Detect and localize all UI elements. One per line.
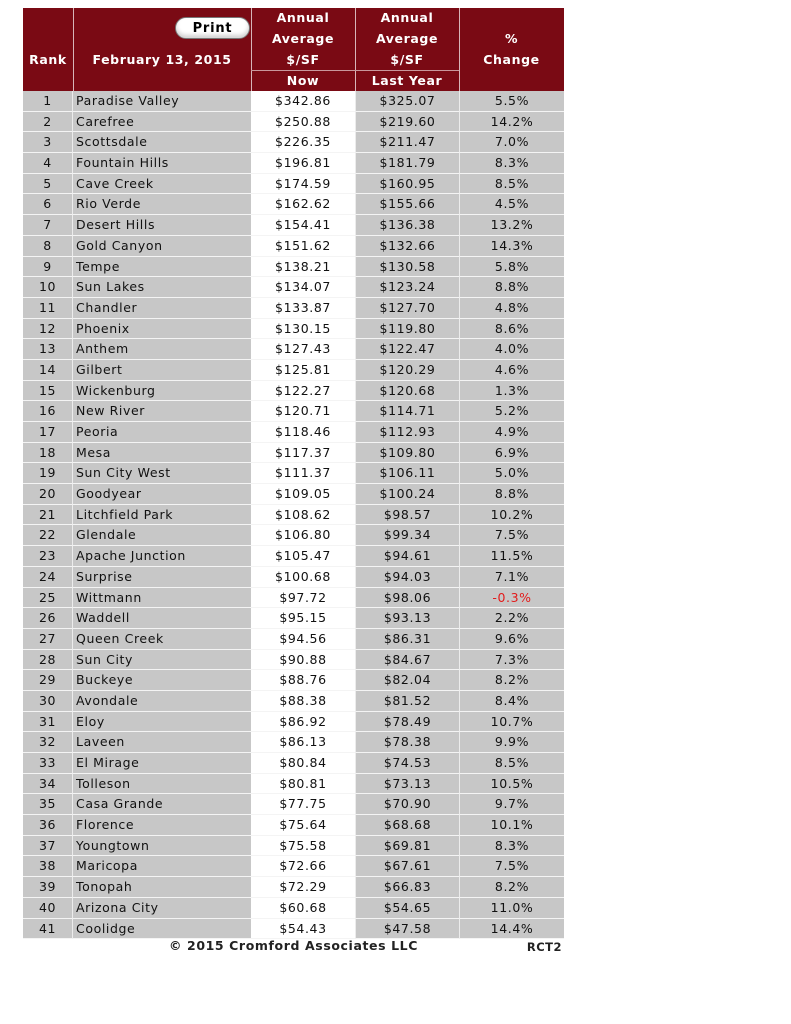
price-last-year-cell: $67.61 <box>355 856 459 877</box>
rank-cell: 18 <box>23 443 73 464</box>
percent-change-cell: 8.3% <box>459 153 564 174</box>
change-header-line: % <box>504 31 519 46</box>
price-last-year-cell: $68.68 <box>355 815 459 836</box>
table-row <box>23 815 564 836</box>
table-row <box>23 856 564 877</box>
table-row <box>23 381 564 402</box>
rank-cell: 22 <box>23 525 73 546</box>
table-row <box>23 732 564 753</box>
price-now-cell: $105.47 <box>251 546 355 567</box>
percent-change-cell: 5.0% <box>459 463 564 484</box>
rank-cell: 37 <box>23 836 73 857</box>
city-cell: Surprise <box>73 567 251 588</box>
change-header-line: Change <box>483 52 540 67</box>
price-last-year-cell: $181.79 <box>355 153 459 174</box>
price-last-year-cell: $74.53 <box>355 753 459 774</box>
percent-change-cell: 8.5% <box>459 174 564 195</box>
last-year-header-line: $/SF <box>390 52 424 67</box>
price-last-year-cell: $325.07 <box>355 91 459 112</box>
rank-cell: 20 <box>23 484 73 505</box>
percent-change-cell: 8.8% <box>459 484 564 505</box>
table-row <box>23 463 564 484</box>
last-year-header-line: Annual <box>380 10 434 25</box>
rank-cell: 35 <box>23 794 73 815</box>
price-last-year-cell: $123.24 <box>355 277 459 298</box>
city-cell: Fountain Hills <box>73 153 251 174</box>
price-last-year-cell: $120.68 <box>355 381 459 402</box>
table-row <box>23 91 564 112</box>
table-row <box>23 525 564 546</box>
rank-header <box>23 8 73 91</box>
rank-cell: 21 <box>23 505 73 526</box>
now-header-line: Average <box>271 31 335 46</box>
price-now-cell: $111.37 <box>251 463 355 484</box>
price-last-year-cell: $54.65 <box>355 898 459 919</box>
city-cell: Queen Creek <box>73 629 251 650</box>
percent-change-cell: 7.3% <box>459 650 564 671</box>
percent-change-cell: 13.2% <box>459 215 564 236</box>
rank-cell: 17 <box>23 422 73 443</box>
percent-change-cell: 7.5% <box>459 525 564 546</box>
percent-change-cell: 8.3% <box>459 836 564 857</box>
table-row <box>23 360 564 381</box>
table-row <box>23 877 564 898</box>
price-now-cell: $106.80 <box>251 525 355 546</box>
city-cell: Wickenburg <box>73 381 251 402</box>
last-year-header-line: Last Year <box>371 73 443 88</box>
price-last-year-cell: $47.58 <box>355 919 459 940</box>
price-now-cell: $151.62 <box>251 236 355 257</box>
city-cell: Wittmann <box>73 588 251 609</box>
rank-cell: 14 <box>23 360 73 381</box>
rank-cell: 33 <box>23 753 73 774</box>
table-row <box>23 339 564 360</box>
percent-change-cell: 9.7% <box>459 794 564 815</box>
price-now-cell: $54.43 <box>251 919 355 940</box>
table-row <box>23 712 564 733</box>
city-cell: Maricopa <box>73 856 251 877</box>
copyright-text: © 2015 Cromford Associates LLC <box>168 938 419 953</box>
price-last-year-cell: $66.83 <box>355 877 459 898</box>
price-now-cell: $86.92 <box>251 712 355 733</box>
percent-change-cell: 5.5% <box>459 91 564 112</box>
price-now-cell: $72.29 <box>251 877 355 898</box>
price-last-year-cell: $127.70 <box>355 298 459 319</box>
price-last-year-cell: $84.67 <box>355 650 459 671</box>
price-last-year-cell: $86.31 <box>355 629 459 650</box>
city-cell: Peoria <box>73 422 251 443</box>
price-last-year-cell: $132.66 <box>355 236 459 257</box>
table-row <box>23 898 564 919</box>
city-cell: Eloy <box>73 712 251 733</box>
rank-header-label: Rank <box>29 52 67 67</box>
table-row <box>23 194 564 215</box>
city-cell: Buckeye <box>73 670 251 691</box>
city-cell: Sun City <box>73 650 251 671</box>
table-row <box>23 112 564 133</box>
now-header-line: Now <box>286 73 320 88</box>
price-now-cell: $122.27 <box>251 381 355 402</box>
city-cell: Gilbert <box>73 360 251 381</box>
city-cell: Avondale <box>73 691 251 712</box>
price-now-cell: $342.86 <box>251 91 355 112</box>
price-now-cell: $134.07 <box>251 277 355 298</box>
price-last-year-cell: $119.80 <box>355 319 459 340</box>
price-last-year-cell: $211.47 <box>355 132 459 153</box>
price-last-year-cell: $69.81 <box>355 836 459 857</box>
price-last-year-cell: $99.34 <box>355 525 459 546</box>
rank-cell: 8 <box>23 236 73 257</box>
percent-change-cell: 4.6% <box>459 360 564 381</box>
price-now-cell: $133.87 <box>251 298 355 319</box>
percent-change-cell: 8.6% <box>459 319 564 340</box>
rank-cell: 3 <box>23 132 73 153</box>
price-now-cell: $125.81 <box>251 360 355 381</box>
percent-change-cell: 14.4% <box>459 919 564 940</box>
last-year-header-line: Average <box>375 31 439 46</box>
price-now-cell: $88.38 <box>251 691 355 712</box>
table-row <box>23 215 564 236</box>
rank-cell: 27 <box>23 629 73 650</box>
price-last-year-cell: $73.13 <box>355 774 459 795</box>
city-cell: El Mirage <box>73 753 251 774</box>
rank-cell: 31 <box>23 712 73 733</box>
price-last-year-cell: $109.80 <box>355 443 459 464</box>
price-last-year-cell: $114.71 <box>355 401 459 422</box>
percent-change-cell: 8.2% <box>459 877 564 898</box>
percent-change-cell: 1.3% <box>459 381 564 402</box>
price-last-year-cell: $82.04 <box>355 670 459 691</box>
city-cell: Florence <box>73 815 251 836</box>
price-now-cell: $88.76 <box>251 670 355 691</box>
price-last-year-cell: $112.93 <box>355 422 459 443</box>
rank-cell: 34 <box>23 774 73 795</box>
rank-cell: 5 <box>23 174 73 195</box>
percent-change-cell: 14.3% <box>459 236 564 257</box>
table-row <box>23 670 564 691</box>
price-last-year-cell: $78.49 <box>355 712 459 733</box>
rank-cell: 1 <box>23 91 73 112</box>
city-cell: Paradise Valley <box>73 91 251 112</box>
city-cell: Coolidge <box>73 919 251 940</box>
table-row <box>23 153 564 174</box>
price-last-year-cell: $122.47 <box>355 339 459 360</box>
price-now-cell: $117.37 <box>251 443 355 464</box>
table-row <box>23 629 564 650</box>
price-last-year-cell: $106.11 <box>355 463 459 484</box>
price-now-cell: $80.84 <box>251 753 355 774</box>
rank-cell: 10 <box>23 277 73 298</box>
print-button[interactable]: Print <box>175 17 250 39</box>
percent-change-cell: 4.9% <box>459 422 564 443</box>
price-now-cell: $100.68 <box>251 567 355 588</box>
percent-change-cell: 10.7% <box>459 712 564 733</box>
price-now-cell: $108.62 <box>251 505 355 526</box>
percent-change-cell: 9.9% <box>459 732 564 753</box>
table-row <box>23 588 564 609</box>
date-header <box>73 8 251 91</box>
table-row <box>23 794 564 815</box>
rank-cell: 29 <box>23 670 73 691</box>
price-last-year-cell: $219.60 <box>355 112 459 133</box>
table-row <box>23 546 564 567</box>
city-cell: Tolleson <box>73 774 251 795</box>
price-last-year-cell: $98.06 <box>355 588 459 609</box>
rank-cell: 4 <box>23 153 73 174</box>
price-last-year-cell: $70.90 <box>355 794 459 815</box>
price-last-year-cell: $81.52 <box>355 691 459 712</box>
city-cell: Sun City West <box>73 463 251 484</box>
price-now-cell: $90.88 <box>251 650 355 671</box>
table-row <box>23 319 564 340</box>
price-last-year-cell: $155.66 <box>355 194 459 215</box>
price-now-cell: $120.71 <box>251 401 355 422</box>
price-now-cell: $94.56 <box>251 629 355 650</box>
table-row <box>23 443 564 464</box>
percent-change-cell: 10.5% <box>459 774 564 795</box>
price-now-cell: $97.72 <box>251 588 355 609</box>
price-now-cell: $75.64 <box>251 815 355 836</box>
percent-change-cell: 8.2% <box>459 670 564 691</box>
city-cell: Litchfield Park <box>73 505 251 526</box>
percent-change-cell: 11.0% <box>459 898 564 919</box>
city-cell: Tonopah <box>73 877 251 898</box>
price-last-year-cell: $120.29 <box>355 360 459 381</box>
price-last-year-cell: $98.57 <box>355 505 459 526</box>
price-now-cell: $127.43 <box>251 339 355 360</box>
city-cell: Waddell <box>73 608 251 629</box>
city-cell: Sun Lakes <box>73 277 251 298</box>
price-last-year-cell: $94.61 <box>355 546 459 567</box>
table-row <box>23 567 564 588</box>
price-now-cell: $77.75 <box>251 794 355 815</box>
change-column-header <box>459 8 564 91</box>
price-now-cell: $109.05 <box>251 484 355 505</box>
percent-change-cell: 14.2% <box>459 112 564 133</box>
price-now-cell: $162.62 <box>251 194 355 215</box>
footer <box>23 936 564 956</box>
percent-change-cell: 9.6% <box>459 629 564 650</box>
percent-change-cell: 10.1% <box>459 815 564 836</box>
rank-cell: 15 <box>23 381 73 402</box>
now-header-line: Annual <box>276 10 330 25</box>
table-row <box>23 298 564 319</box>
price-last-year-cell: $94.03 <box>355 567 459 588</box>
price-now-cell: $154.41 <box>251 215 355 236</box>
table-row <box>23 505 564 526</box>
price-now-cell: $196.81 <box>251 153 355 174</box>
percent-change-cell: 2.2% <box>459 608 564 629</box>
percent-change-cell: 4.8% <box>459 298 564 319</box>
rank-cell: 9 <box>23 257 73 278</box>
price-now-cell: $138.21 <box>251 257 355 278</box>
city-cell: Arizona City <box>73 898 251 919</box>
price-now-cell: $60.68 <box>251 898 355 919</box>
report-code: RCT2 <box>526 940 562 954</box>
table-body <box>23 91 564 939</box>
price-now-cell: $130.15 <box>251 319 355 340</box>
rank-cell: 38 <box>23 856 73 877</box>
table-row <box>23 691 564 712</box>
rank-cell: 30 <box>23 691 73 712</box>
rank-cell: 23 <box>23 546 73 567</box>
rank-cell: 41 <box>23 919 73 940</box>
table-row <box>23 257 564 278</box>
city-cell: Scottsdale <box>73 132 251 153</box>
rank-cell: 39 <box>23 877 73 898</box>
city-cell: Chandler <box>73 298 251 319</box>
price-last-year-cell: $160.95 <box>355 174 459 195</box>
table-row <box>23 753 564 774</box>
table-row <box>23 608 564 629</box>
percent-change-cell: 4.0% <box>459 339 564 360</box>
percent-change-cell: 8.4% <box>459 691 564 712</box>
city-cell: Mesa <box>73 443 251 464</box>
last-year-column-header <box>355 8 459 91</box>
price-now-cell: $118.46 <box>251 422 355 443</box>
report-date: February 13, 2015 <box>92 52 232 67</box>
table-row <box>23 174 564 195</box>
rank-cell: 7 <box>23 215 73 236</box>
table-row <box>23 401 564 422</box>
price-last-year-cell: $78.38 <box>355 732 459 753</box>
table-row <box>23 422 564 443</box>
city-cell: Casa Grande <box>73 794 251 815</box>
rank-cell: 11 <box>23 298 73 319</box>
rank-cell: 19 <box>23 463 73 484</box>
rank-cell: 24 <box>23 567 73 588</box>
rank-cell: 13 <box>23 339 73 360</box>
city-cell: Desert Hills <box>73 215 251 236</box>
city-cell: New River <box>73 401 251 422</box>
percent-change-cell: 10.2% <box>459 505 564 526</box>
city-cell: Glendale <box>73 525 251 546</box>
price-now-cell: $250.88 <box>251 112 355 133</box>
price-last-year-cell: $100.24 <box>355 484 459 505</box>
table-row <box>23 836 564 857</box>
price-now-cell: $174.59 <box>251 174 355 195</box>
percent-change-cell: 5.8% <box>459 257 564 278</box>
price-now-cell: $72.66 <box>251 856 355 877</box>
city-cell: Cave Creek <box>73 174 251 195</box>
table-header <box>23 8 564 91</box>
percent-change-cell: 7.1% <box>459 567 564 588</box>
table-row <box>23 774 564 795</box>
city-cell: Rio Verde <box>73 194 251 215</box>
price-last-year-cell: $93.13 <box>355 608 459 629</box>
table-row <box>23 484 564 505</box>
city-cell: Phoenix <box>73 319 251 340</box>
table-row <box>23 236 564 257</box>
price-last-year-cell: $136.38 <box>355 215 459 236</box>
table-row <box>23 650 564 671</box>
price-now-cell: $226.35 <box>251 132 355 153</box>
city-cell: Goodyear <box>73 484 251 505</box>
percent-change-cell: 8.5% <box>459 753 564 774</box>
price-now-cell: $75.58 <box>251 836 355 857</box>
rank-cell: 6 <box>23 194 73 215</box>
percent-change-cell: -0.3% <box>459 588 564 609</box>
percent-change-cell: 4.5% <box>459 194 564 215</box>
table-row <box>23 132 564 153</box>
city-cell: Laveen <box>73 732 251 753</box>
price-last-year-cell: $130.58 <box>355 257 459 278</box>
percent-change-cell: 7.5% <box>459 856 564 877</box>
city-cell: Youngtown <box>73 836 251 857</box>
rank-cell: 2 <box>23 112 73 133</box>
price-now-cell: $95.15 <box>251 608 355 629</box>
percent-change-cell: 7.0% <box>459 132 564 153</box>
percent-change-cell: 6.9% <box>459 443 564 464</box>
now-header-line: $/SF <box>286 52 320 67</box>
city-cell: Anthem <box>73 339 251 360</box>
price-now-cell: $80.81 <box>251 774 355 795</box>
city-cell: Apache Junction <box>73 546 251 567</box>
city-cell: Gold Canyon <box>73 236 251 257</box>
rank-cell: 28 <box>23 650 73 671</box>
percent-change-cell: 8.8% <box>459 277 564 298</box>
percent-change-cell: 11.5% <box>459 546 564 567</box>
city-cell: Carefree <box>73 112 251 133</box>
rank-cell: 12 <box>23 319 73 340</box>
now-column-header <box>251 8 355 91</box>
city-cell: Tempe <box>73 257 251 278</box>
rank-cell: 26 <box>23 608 73 629</box>
ranking-table <box>23 8 564 939</box>
table-row <box>23 277 564 298</box>
rank-cell: 16 <box>23 401 73 422</box>
percent-change-cell: 5.2% <box>459 401 564 422</box>
rank-cell: 32 <box>23 732 73 753</box>
rank-cell: 25 <box>23 588 73 609</box>
rank-cell: 36 <box>23 815 73 836</box>
rank-cell: 40 <box>23 898 73 919</box>
price-now-cell: $86.13 <box>251 732 355 753</box>
